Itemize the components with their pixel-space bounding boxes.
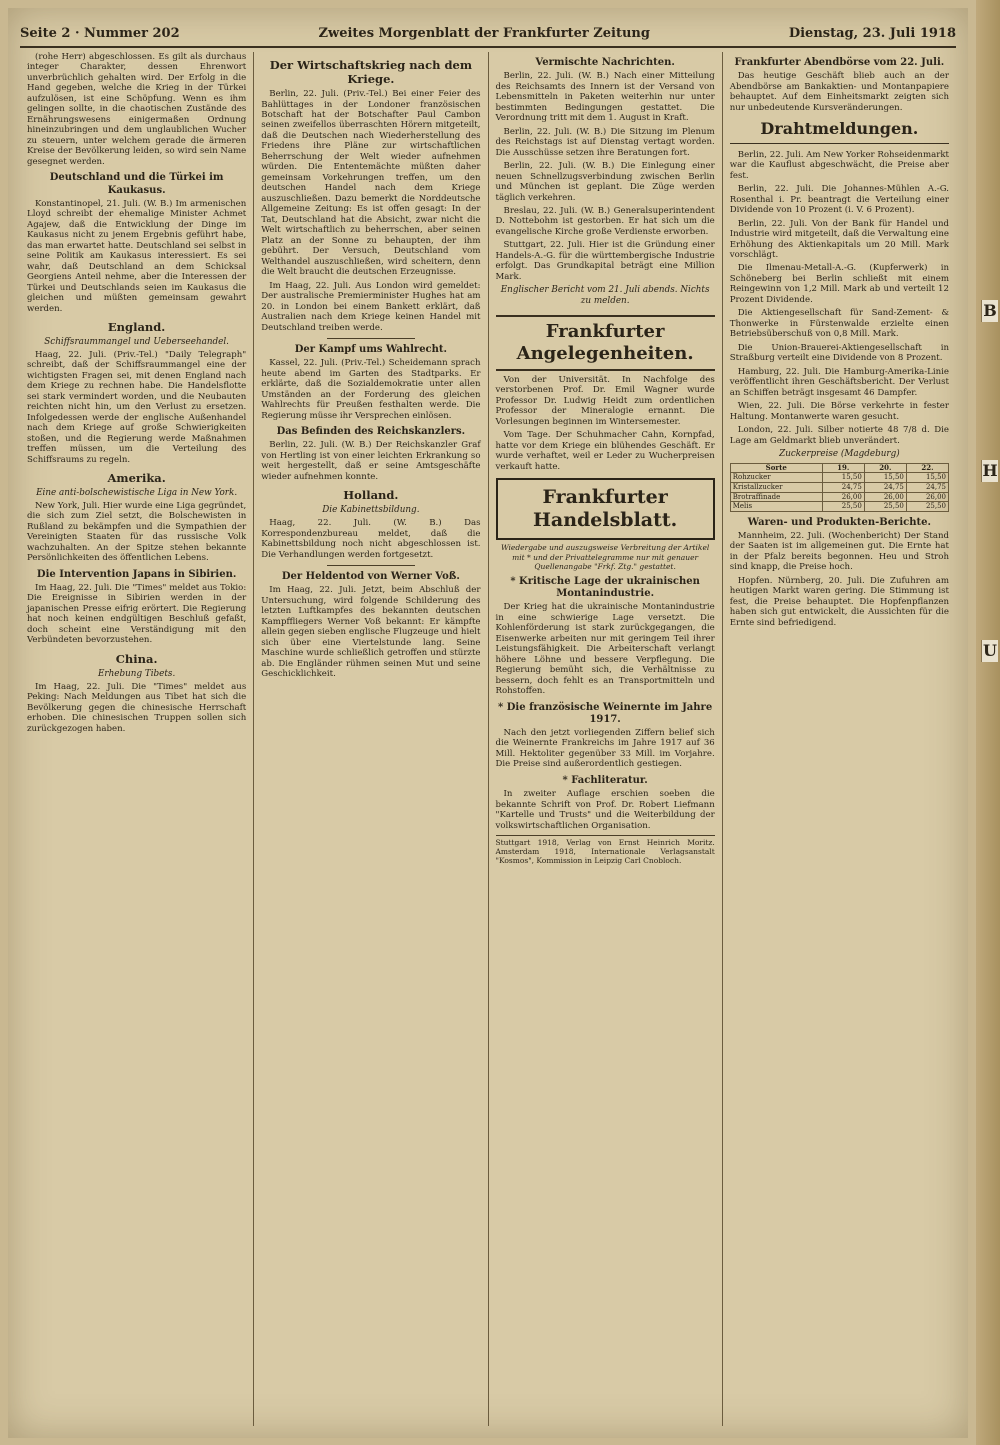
table-header-row <box>730 463 948 473</box>
page-number: Seite 2 · Nummer 202 <box>20 25 180 41</box>
table-cell: 24,75 <box>822 483 864 493</box>
edge-fragment: H <box>982 461 998 480</box>
section-title: Frankfurter Angelegenheiten. <box>496 315 715 371</box>
article-text: Im Haag, 22. Juli. Aus London wird gemeldet: Der australische Premierminister Hughes hat am 20. in London bei einem Bankett erklärt, daß Australien nach dem Kriege keinen Handel mit Deutschland treiben werde. <box>261 280 481 333</box>
column-1 <box>20 52 254 1426</box>
banner-subtitle: Wiedergabe und auszugsweise Verbreitung der Artikel mit * und der Privattelegramme nur mit genauer Quellenangabe "Frkf. Ztg." gestattet. <box>500 543 710 571</box>
article-text: Die Aktiengesellschaft für Sand-Zement- & Thonwerke in Fürstenwalde erzielte einen Betriebsüberschuß von 0,8 Mill. Mark. <box>729 308 949 340</box>
page-header <box>20 20 956 48</box>
edge-fragment: U <box>981 640 998 662</box>
news-note: Englischer Bericht vom 21. Juli abends. Nichts zu melden. <box>500 285 710 307</box>
headline: * Kritische Lage der ukrainischen Montanindustrie. <box>510 575 700 600</box>
article-text: Im Haag, 22. Juli. Die "Times" meldet aus Tokio: Die Ereignisse in Sibirien werden in der japanischen Presse eifrig erörtert. Die Regierung hat noch keinen endgültigen Beschluß gefaßt, doch scheint eine Verständigung mit den Verbündeten bevorzustehen. <box>27 582 247 646</box>
table-cell: Kristallzucker <box>730 483 822 493</box>
subheading: Schiffsraummangel und Ueberseehandel. <box>44 337 229 348</box>
article-text: Berlin, 22. Juli. (W. B.) Nach einer Mitteilung des Reichsamts des Innern ist der Versand von Lebensmitteln in Paketen weiterhin nur unter bestimmten Bedingungen gestattet. Die Verordnung tritt mit dem 1. August in Kraft. <box>495 71 715 124</box>
article-text: Von der Universität. In Nachfolge des verstorbenen Prof. Dr. Emil Wagner wurde Professor Dr. Ludwig Heidt zum ordentlichen Professor der Mineralogie ernannt. Die Vorlesungen beginnen im Wintersemester. <box>495 374 715 427</box>
article-text: (rohe Herr) abgeschlossen. Es gilt als durchaus integer Charakter, dessen Ehrenwort unverbrüchlich gehalten wird. Der Erfolg in die Hand gegeben, welche die Krieg in der Türkei aufzulösen, ist eine Schöpfung. Wenn es ihm gelingen sollte, in die chaotischen Zustände des Ernährungswesens einigermaßen Ordnung hineinzubringen und dem unglaublichen Wucher zu steuern, unter welchem gerade die ärmeren Kreise der Bevölkerung leiden, so wird sein Name gesegnet werden. <box>27 52 247 167</box>
subheading: Erhebung Tibets. <box>97 668 176 679</box>
headline: Waren- und Produkten-Berichte. <box>747 516 931 528</box>
divider <box>327 338 415 339</box>
table-cell: 26,00 <box>864 492 906 502</box>
table-row <box>730 473 948 483</box>
article-text: Berlin, 22. Juli. (Priv.-Tel.) Bei einer Feier des Bahlüttages in der Londoner französischen Botschaft hat der Botschafter Paul Cambon seinen zweifellos überraschten Hörern mitgeteilt, daß die Deutschen nach Wiederherstellung des Friedens ihre Pläne zur wirtschaftlichen Beherrschung der Welt wieder aufnehmen würden. Die Ententemächte müßten daher gemeinsam Vorkehrungen treffen, um den deutschen Handel nach dem Kriege auszuschließen. Dazu bemerkt die Norddeutsche Allgemeine Zeitung: Es ist offen gesagt: In der Tat, Deutschland hat die Absicht, zwar nicht die Welt wirtschaftlich zu beherrschen, aber seinen Platz an der Sonne zu behaupten, der ihm gebührt. Der Versuch, Deutschland vom Welthandel auszuschließen, wird scheitern, denn die Welt braucht die deutschen Erzeugnisse. <box>261 89 481 278</box>
column-3 <box>489 52 723 1426</box>
article-text: Vom Tage. Der Schuhmacher Cahn, Kornpfad, hatte vor dem Kriege ein blühendes Geschäft. Er wurde verhaftet, weil er Leder zu Wucherpreisen verkauft hatte. <box>495 430 715 472</box>
article-text: Berlin, 22. Juli. (W. B.) Die Einlegung einer neuen Schnellzugsverbindung zwischen Berlin und München ist geplant. Die Züge werden täglich verkehren. <box>495 161 715 203</box>
headline: Der Heldentod von Werner Voß. <box>281 571 460 583</box>
headline: Der Kampf ums Wahlrecht. <box>294 344 448 356</box>
article-text: Berlin, 22. Juli. (W. B.) Die Sitzung im Plenum des Reichstags ist auf Dienstag vertagt worden. Die Ausschüsse setzen ihre Beratungen fort. <box>495 126 715 158</box>
footnote: Stuttgart 1918, Verlag von Ernst Heinrich Moritz. Amsterdam 1918, Internationale Verlagsanstalt "Kosmos", Kommission in Leipzig Carl Cnobloch. <box>496 835 715 865</box>
article-text: Wien, 22. Juli. Die Börse verkehrte in fester Haltung. Montanwerte waren gesucht. <box>729 401 949 422</box>
article-text: Konstantinopel, 21. Juli. (W. B.) Im armenischen Lloyd schreibt der ehemalige Minister Achmet Agajew, daß die Entwicklung der Dinge im Kaukasus nicht zu jenem Ergebnis geführt habe, das man erwartet hatte. Deutschland sei selbst in seine Politik am Kaukasus interessiert. Es sei wahr, daß Deutschland an dem Schicksal Georgiens Anteil nehme, aber die Interessen der Türkei und Deutschlands seien im Kaukasus die gleichen und müßten gemeinsam gewahrt werden. <box>27 198 247 314</box>
table-cell: 24,75 <box>864 483 906 493</box>
headline: Das Befinden des Reichskanzlers. <box>276 426 466 438</box>
headline: * Fachliteratur. <box>562 774 648 786</box>
table-body <box>730 473 948 511</box>
article-text: Stuttgart, 22. Juli. Hier ist die Gründung einer Handels-A.-G. für die württembergische Industrie erfolgt. Das Grundkapital beträgt eine Million Mark. <box>495 240 715 282</box>
table-cell: Melis <box>730 502 822 512</box>
section-title: Drahtmeldungen. <box>730 119 949 144</box>
article-text: Berlin, 22. Juli. Die Johannes-Mühlen A.-G. Rosenthal i. Pr. beantragt die Verteilung einer Dividende von 10 Prozent (i. V. 6 Prozent). <box>729 184 949 216</box>
article-text: Im Haag, 22. Juli. Die "Times" meldet aus Peking: Nach Meldungen aus Tibet hat sich die Bevölkerung gegen die chinesische Herrschaft erhoben. Die chinesischen Truppen sollen sich zurückgezogen haben. <box>27 681 247 734</box>
headline: Der Wirtschaftskrieg nach dem Kriege. <box>269 58 473 87</box>
table-header-cell: 20. <box>864 463 906 473</box>
table-cell: 25,50 <box>864 502 906 512</box>
table-cell: Rohzucker <box>730 473 822 483</box>
article-text: Mannheim, 22. Juli. (Wochenbericht) Der Stand der Saaten ist im allgemeinen gut. Die Ernte hat in der Pfalz bereits begonnen. Heu und Stroh sind knapp, die Preise hoch. <box>729 530 949 573</box>
masthead: Zweites Morgenblatt der Frankfurter Zeitung <box>318 25 650 41</box>
headline: * Die französische Weinernte im Jahre 1917. <box>498 701 713 725</box>
article-text: Breslau, 22. Juli. (W. B.) Generalsuperintendent D. Nottebohm ist gestorben. Er hat sich um die evangelische Kirche große Verdienste erworben. <box>495 206 715 237</box>
article-text: Das heutige Geschäft blieb auch an der Abendbörse am Bankaktien- und Montanpapiere behauptet. Auf dem Einheitsmarkt zeigten sich nur unbedeutende Kursveränderungen. <box>729 71 949 113</box>
table-row <box>730 492 948 502</box>
article-text: In zweiter Auflage erschien soeben die bekannte Schrift von Prof. Dr. Robert Liefmann "Kartelle und Trusts" und die Weiterbildung der volkswirtschaftlichen Organisation. <box>495 789 715 831</box>
article-text: Im Haag, 22. Juli. Jetzt, beim Abschluß der Untersuchung, wird folgende Schilderung des letzten Luftkampfes des bekannten deutschen Kampffliegers Werner Voß bekannt: Er kämpfte allein gegen sieben englische Flugzeuge und hielt sich über eine Viertelstunde lang. Seine Maschine wurde schließlich getroffen und stürzte ab. Die Engländer rühmen seinen Mut und seine Geschicklichkeit. <box>261 585 481 680</box>
section-heading: Amerika. <box>107 471 166 486</box>
table-cell: 26,00 <box>822 492 864 502</box>
article-text: Hamburg, 22. Juli. Die Hamburg-Amerika-Linie veröffentlicht ihren Geschäftsbericht. Der Verlust an Schiffen beträgt insgesamt 46 Dampfer. <box>729 366 949 398</box>
article-text: Die Ilmenau-Metall-A.-G. (Kupferwerk) in Schöneberg bei Berlin schließt mit einem Reingewinn von 1,2 Mill. Mark ab und verteilt 12 Prozent Dividende. <box>729 263 949 305</box>
article-text: Kassel, 22. Juli. (Priv.-Tel.) Scheidemann sprach heute abend im Garten des Stadtparks. Er erklärte, daß die Sozialdemokratie unter allen Umständen an der Forderung des gleichen Wahlrechts für Preußen festhalten werde. Die Regierung müsse ihr Versprechen einlösen. <box>261 358 481 421</box>
article-text: Nach den jetzt vorliegenden Ziffern belief sich die Weinernte Frankreichs im Jahre 1917 auf 36 Mill. Hektoliter gegenüber 33 Mill. im Vorjahre. Die Preise sind außerordentlich gestiegen. <box>495 727 715 770</box>
table-cell: 15,50 <box>906 473 948 483</box>
article-text: Der Krieg hat die ukrainische Montanindustrie in eine schwierige Lage versetzt. Die Kohlenförderung ist stark zurückgegangen, die Eisenwerke arbeiten nur mit geringem Teil ihrer Leistungsfähigkeit. Die Arbeiterschaft verlangt höhere Löhne und bessere Verpflegung. Die Regierung bemüht sich, die Verhältnisse zu bessern, doch fehlt es an Transportmitteln und Rohstoffen. <box>495 602 715 697</box>
column-2 <box>254 52 488 1426</box>
table-cell: 15,50 <box>864 473 906 483</box>
divider <box>327 565 415 566</box>
table-row <box>730 483 948 493</box>
subheading: Die Kabinettsbildung. <box>322 505 420 516</box>
edge-fragment: B <box>981 300 998 322</box>
price-table <box>730 463 949 512</box>
next-page-edge <box>976 0 1000 1445</box>
headline: Deutschland und die Türkei im Kaukasus. <box>49 172 224 196</box>
article-text: Berlin, 22. Juli. Von der Bank für Handel und Industrie wird mitgeteilt, daß die Verwaltung eine Erhöhung des Aktienkapitals um 20 Mill. Mark vorschlägt. <box>729 218 949 260</box>
article-text: Haag, 22. Juli. (W. B.) Das Korrespondenzbureau meldet, daß die Kabinettsbildung noch nicht abgeschlossen ist. Die Verhandlungen werden fortgesetzt. <box>261 518 481 560</box>
issue-date: Dienstag, 23. Juli 1918 <box>788 25 956 41</box>
headline: Vermischte Nachrichten. <box>535 57 675 68</box>
section-heading: Holland. <box>343 488 399 503</box>
table-title: Zuckerpreise (Magdeburg) <box>779 449 900 460</box>
headline: Die Intervention Japans in Sibirien. <box>36 568 237 580</box>
table-row <box>730 502 948 512</box>
headline: Frankfurter Abendbörse vom 22. Juli. <box>734 57 945 68</box>
table-cell: 25,50 <box>906 502 948 512</box>
table-cell: 26,00 <box>906 492 948 502</box>
table-cell: Brotraffinade <box>730 492 822 502</box>
article-text: Berlin, 22. Juli. Am New Yorker Rohseidenmarkt war die Kauflust abgeschwächt, die Preise aber fest. <box>729 149 949 181</box>
table-header-cell: 22. <box>906 463 948 473</box>
columns <box>20 52 956 1426</box>
article-text: Berlin, 22. Juli. (W. B.) Der Reichskanzler Graf von Hertling ist von einer leichten Erkrankung so weit hergestellt, daß er seine Amtsgeschäfte wieder aufnehmen konnte. <box>261 440 481 482</box>
table-header-cell: 19. <box>822 463 864 473</box>
article-text: London, 22. Juli. Silber notierte 48 7/8 d. Die Lage am Geldmarkt blieb unverändert. <box>729 425 949 446</box>
article-text: Die Union-Brauerei-Aktiengesellschaft in Straßburg verteilt eine Dividende von 8 Prozent. <box>729 342 949 364</box>
article-text: Haag, 22. Juli. (Priv.-Tel.) "Daily Telegraph" schreibt, daß der Schiffsraummangel eine der wichtigsten Fragen sei, mit denen England nach dem Kriege zu rechnen habe. Die Handelsflotte sei stark vermindert worden, und die Neubauten reichten nicht hin, um den Verlust zu ersetzen. Infolgedessen werde der englische Außenhandel nach dem Kriege auf große Schwierigkeiten stoßen, und die Regierung werde Maßnahmen treffen müssen, um die Verteilung des Schiffsraums zu regeln. <box>27 349 247 465</box>
article-text: Hopfen. Nürnberg, 20. Juli. Die Zufuhren am heutigen Markt waren gering. Die Stimmung ist fest, die Preise behauptet. Die Hopfenpflanzen haben sich gut entwickelt, die Aussichten für die Ernte sind befriedigend. <box>729 575 949 628</box>
column-4 <box>723 52 956 1426</box>
newspaper-page <box>8 8 968 1438</box>
article-text: New York, Juli. Hier wurde eine Liga gegründet, die sich zum Ziel setzt, die Bolschewisten in Rußland zu bekämpfen und die Sympathien der Vereinigten Staaten für das russische Volk wachzuhalten. An der Spitze stehen bekannte Persönlichkeiten des öffentlichen Lebens. <box>27 500 247 564</box>
handelsblatt-banner: Frankfurter Handelsblatt. <box>496 478 715 540</box>
section-heading: China. <box>115 651 158 666</box>
table-header-cell: Sorte <box>730 463 822 473</box>
table-cell: 24,75 <box>906 483 948 493</box>
section-heading: England. <box>107 320 166 335</box>
table-cell: 15,50 <box>822 473 864 483</box>
table-cell: 25,50 <box>822 502 864 512</box>
subheading: Eine anti-bolschewistische Liga in New York. <box>36 488 238 499</box>
